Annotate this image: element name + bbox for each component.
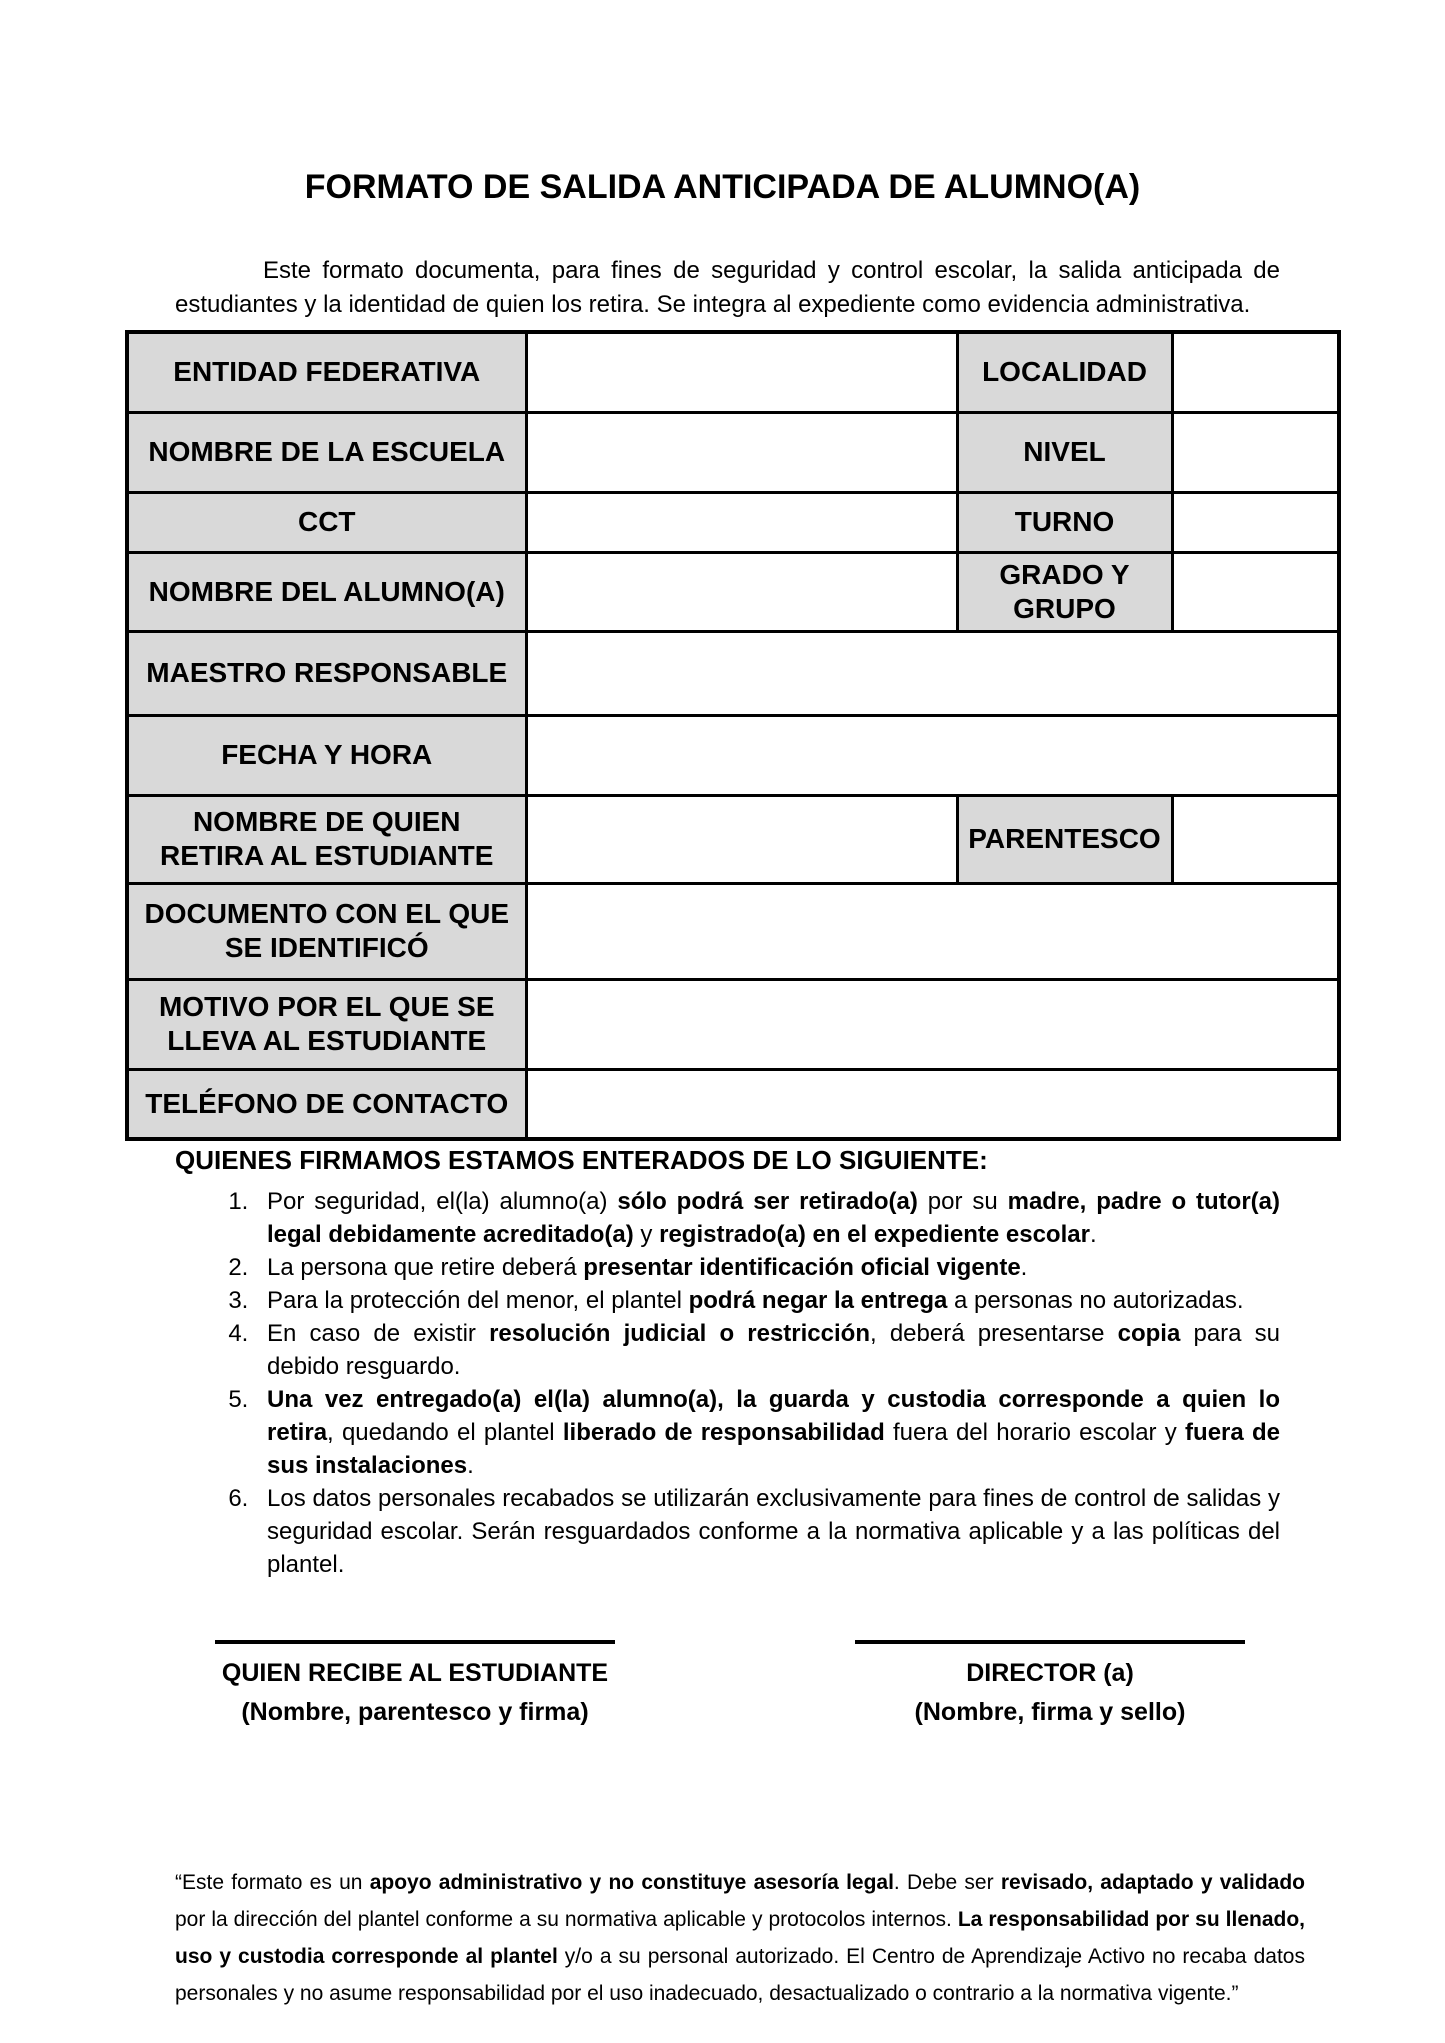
notice-item-5: 5. Una vez entregado(a) el(la) alumno(a), la guarda y custodia corresponde a quien lo retira, quedando el plantel liberado de responsabilidad fuera del horario escolar y fuera de sus instalaciones. [255, 1383, 1280, 1482]
signature-block-receiver [215, 1640, 615, 1732]
field-label-quien-retira: NOMBRE DE QUIEN RETIRA AL ESTUDIANTE [127, 795, 526, 883]
signature-sub-label: (Nombre, firma y sello) [914, 1698, 1186, 1726]
signature-sub-label: (Nombre, parentesco y firma) [241, 1698, 589, 1726]
table-row [127, 332, 1339, 412]
field-value-turno[interactable] [1172, 492, 1339, 552]
field-value-maestro-responsable[interactable] [526, 631, 1339, 715]
field-value-fecha-hora[interactable] [526, 715, 1339, 795]
table-row [127, 883, 1339, 979]
table-row [127, 795, 1339, 883]
field-label-nombre-escuela: NOMBRE DE LA ESCUELA [127, 412, 526, 492]
field-label-turno: TURNO [957, 492, 1172, 552]
notice-list [175, 1185, 1280, 1581]
signature-role-label: DIRECTOR (a) [966, 1659, 1134, 1687]
field-value-documento-identificacion[interactable] [526, 883, 1339, 979]
field-label-localidad: LOCALIDAD [957, 332, 1172, 412]
field-value-entidad-federativa[interactable] [526, 332, 957, 412]
signature-role-label: QUIEN RECIBE AL ESTUDIANTE [221, 1659, 609, 1687]
legal-disclaimer: “Este formato es un apoyo administrativo y no constituye asesoría legal. Debe ser revisado, adaptado y validado por la dirección del plantel conforme a su normativa aplicable y protocolos internos. La responsabilidad por su llenado, uso y custodia corresponde al plantel y/o a su personal autorizado. El Centro de Aprendizaje Activo no recaba datos personales y no asume responsabilidad por el uso inadecuado, desactualizado o contrario a la normativa vigente.” [175, 1871, 1305, 2005]
table-row [127, 412, 1339, 492]
field-value-quien-retira[interactable] [526, 795, 957, 883]
table-row [127, 715, 1339, 795]
field-value-cct[interactable] [526, 492, 957, 552]
table-row [127, 1069, 1339, 1139]
field-label-maestro-responsable: MAESTRO RESPONSABLE [127, 631, 526, 715]
field-label-nombre-alumno: NOMBRE DEL ALUMNO(A) [127, 552, 526, 631]
notice-heading: QUIENES FIRMAMOS ESTAMOS ENTERADOS DE LO SIGUIENTE: [175, 1145, 988, 1175]
notice-item-6: 6. Los datos personales recabados se utilizarán exclusivamente para fines de control de salidas y seguridad escolar. Serán resguardados conforme a la normativa aplicable y a las políticas del plantel. [255, 1482, 1280, 1581]
notice-section [175, 1144, 1280, 1581]
table-row [127, 979, 1339, 1069]
table-row [127, 492, 1339, 552]
table-row [127, 552, 1339, 631]
field-value-telefono-contacto[interactable] [526, 1069, 1339, 1139]
notice-item-1: 1. Por seguridad, el(la) alumno(a) sólo podrá ser retirado(a) por su madre, padre o tutor(a) legal debidamente acreditado(a) y registrado(a) en el expediente escolar. [255, 1185, 1280, 1251]
intro-paragraph: Este formato documenta, para fines de seguridad y control escolar, la salida anticipada de estudiantes y la identidad de quien los retira. Se integra al expediente como evidencia administrativa. [175, 257, 1280, 318]
table-row [127, 631, 1339, 715]
field-value-grado-grupo[interactable] [1172, 552, 1339, 631]
field-value-nombre-alumno[interactable] [526, 552, 957, 631]
notice-item-3: 3. Para la protección del menor, el plantel podrá negar la entrega a personas no autorizadas. [255, 1284, 1280, 1317]
field-label-telefono-contacto: TELÉFONO DE CONTACTO [127, 1069, 526, 1139]
field-value-nombre-escuela[interactable] [526, 412, 957, 492]
notice-item-2: 2. La persona que retire deberá presentar identificación oficial vigente. [255, 1251, 1280, 1284]
field-label-fecha-hora: FECHA Y HORA [127, 715, 526, 795]
student-exit-form-table [125, 330, 1341, 1141]
page-title: FORMATO DE SALIDA ANTICIPADA DE ALUMNO(A) [304, 168, 1141, 206]
field-value-nivel[interactable] [1172, 412, 1339, 492]
field-label-nivel: NIVEL [957, 412, 1172, 492]
field-label-parentesco: PARENTESCO [957, 795, 1172, 883]
signature-block-director [855, 1640, 1245, 1732]
field-label-cct: CCT [127, 492, 526, 552]
field-label-entidad-federativa: ENTIDAD FEDERATIVA [127, 332, 526, 412]
field-label-documento-identificacion: DOCUMENTO CON EL QUE SE IDENTIFICÓ [127, 883, 526, 979]
notice-item-4: 4. En caso de existir resolución judicial o restricción, deberá presentarse copia para su debido resguardo. [255, 1317, 1280, 1383]
field-value-parentesco[interactable] [1172, 795, 1339, 883]
signature-line [215, 1640, 615, 1644]
field-label-motivo: MOTIVO POR EL QUE SE LLEVA AL ESTUDIANTE [127, 979, 526, 1069]
field-value-localidad[interactable] [1172, 332, 1339, 412]
field-label-grado-grupo: GRADO Y GRUPO [957, 552, 1172, 631]
signature-line [855, 1640, 1245, 1644]
field-value-motivo[interactable] [526, 979, 1339, 1069]
